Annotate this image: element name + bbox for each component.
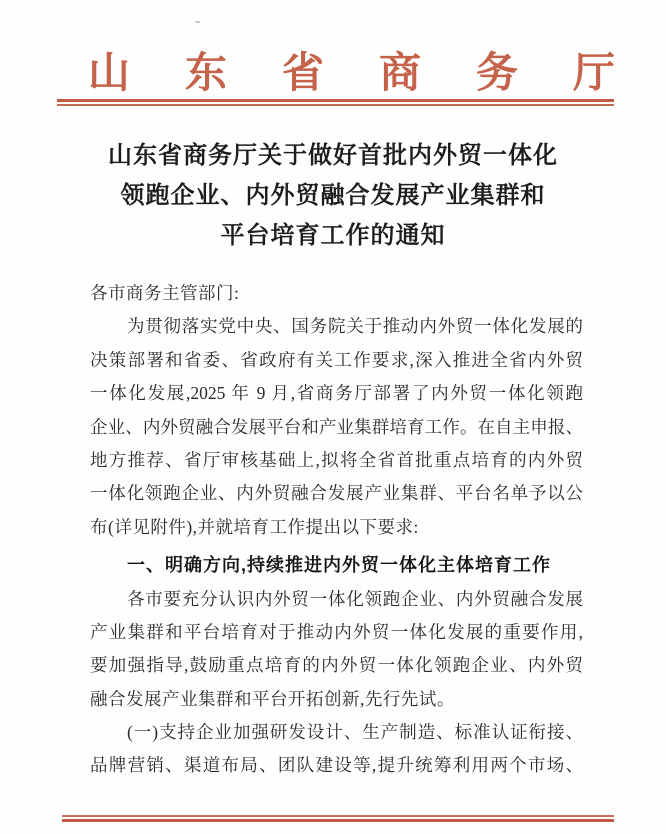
body-line: 各市要充分认识内外贸一体化领跑企业、内外贸融合发展 [127, 588, 583, 609]
letterhead-divider [57, 99, 614, 106]
body-line: 地方推荐、省厅审核基础上,拟将全省首批重点培育的内外贸 [90, 449, 583, 470]
body-line: 为贯彻落实党中央、国务院关于推动内外贸一体化发展的 [127, 316, 583, 337]
body-line: 企业、内外贸融合发展平台和产业集群培育工作。在自主申报、 [90, 416, 583, 437]
document-title [0, 136, 666, 256]
body-line: 布(详见附件),并就培育工作提出以下要求: [90, 516, 419, 537]
document-title-line-3: 平台培育工作的通知 [220, 223, 446, 249]
body-line: 一体化领跑企业、内外贸融合发展产业集群、平台名单予以公 [90, 483, 583, 504]
body-line: 产业集群和平台培育对于推动内外贸一体化发展的重要作用, [90, 621, 583, 642]
document-title-line-2: 领跑企业、内外贸融合发展产业集群和 [120, 183, 546, 209]
body-line: 要加强指导,鼓励重点培育的内外贸一体化领跑企业、内外贸 [90, 655, 583, 676]
body-line: 品牌营销、渠道布局、团队建设等,提升统筹利用两个市场、 [90, 755, 583, 776]
salutation-line: 各市商务主管部门: [90, 283, 240, 303]
document-body [90, 277, 583, 783]
body-line: 一体化发展,2025 年 9 月,省商务厅部署了内外贸一体化领跑 [90, 383, 583, 404]
document-title-line-1: 山东省商务厅关于做好首批内外贸一体化 [108, 143, 558, 169]
body-line: 决策部署和省委、省政府有关工作要求,深入推进全省内外贸 [90, 349, 583, 370]
letterhead-agency-name: 山 东 省 商 务 厅 [88, 51, 615, 97]
section-heading: 一、明确方向,持续推进内外贸一体化主体培育工作 [127, 555, 551, 576]
body-line: (一)支持企业加强研发设计、生产制造、标准认证衔接、 [127, 722, 583, 743]
letterhead-divider-thin-line [57, 104, 614, 106]
footer-divider-thick-line [62, 819, 614, 823]
body-line: 融合发展产业集群和平台开拓创新,先行先试。 [90, 688, 455, 709]
scan-speck [195, 21, 200, 23]
footer-divider [62, 815, 614, 822]
